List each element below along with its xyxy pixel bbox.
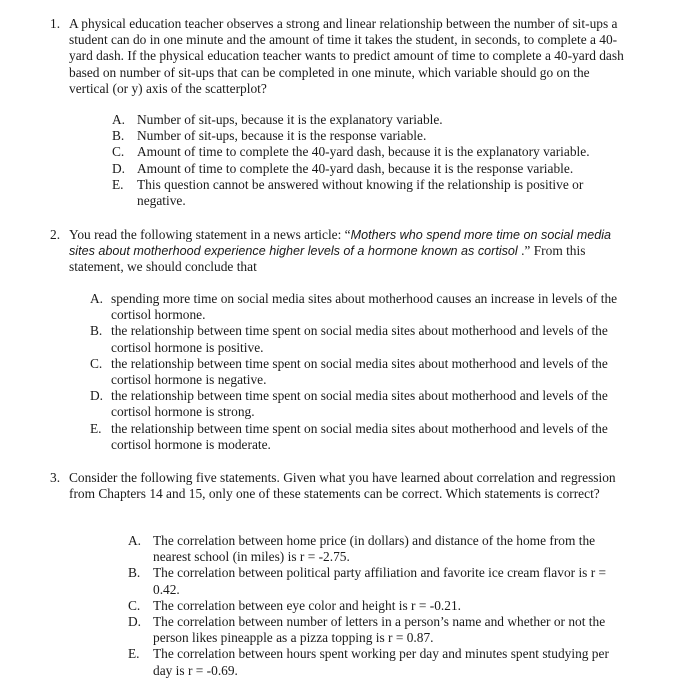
option-text: The correlation between political party affiliation and favorite ice cream flavor is r = 0.42. [153, 565, 607, 597]
stem-quote: Mothers who spend more time on social media sites about motherhood experience higher levels of a hormone known as cortisol [69, 228, 612, 259]
option-letter: B. [128, 565, 141, 581]
option-letter: A. [90, 291, 104, 306]
question-stem: A physical education teacher observes a strong and linear relationship between the number of sit-ups a student can do in one minute and the amount of time it takes the student, in seconds, to complete a 40-yard dash. If the physical education teacher wants to predict amount of time to complete a 40-yard dash based on number of sit-ups that can be completed in one minute, which variable should go on the vertical (or y) axis of the scatterplot? [69, 16, 624, 96]
question-number: 3. [50, 470, 61, 485]
option-list [112, 112, 622, 209]
option-b [128, 565, 618, 597]
option-letter: E. [112, 176, 124, 192]
option-letter: A. [112, 112, 126, 127]
option-letter: D. [90, 388, 104, 404]
option-b [112, 128, 622, 144]
option-letter: C. [112, 144, 125, 160]
option-e [90, 421, 620, 453]
option-d [90, 388, 620, 420]
stem-text: You read the following statement in a news article: “ [69, 227, 351, 242]
option-letter: A. [128, 533, 142, 548]
option-letter: B. [90, 323, 103, 339]
option-letter: B. [112, 128, 125, 144]
option-letter: C. [128, 597, 141, 613]
option-text: The correlation between home price (in dollars) and distance of the home from the nearest school (in miles) is r = -2.75. [153, 533, 596, 565]
option-list [90, 291, 620, 453]
stem-text: .” From this statement, we should conclude that [69, 243, 586, 275]
question-number: 2. [50, 227, 61, 242]
option-letter: E. [128, 646, 140, 662]
option-text: The correlation between number of letters in a person’s name and whether or not the person likes pineapple as a pizza topping is r = 0.87. [153, 614, 606, 646]
option-text: Number of sit-ups, because it is the explanatory variable. [137, 112, 443, 127]
option-text: the relationship between time spent on social media sites about motherhood and levels of the cortisol hormone is negative. [111, 355, 608, 388]
option-letter: E. [90, 420, 102, 436]
option-letter: D. [128, 614, 142, 630]
option-a [128, 533, 618, 565]
option-c [90, 356, 620, 388]
option-text: spending more time on social media sites about motherhood causes an increase in levels of the cortisol hormone. [111, 291, 618, 323]
option-text: The correlation between hours spent working per day and minutes spent studying per day is r = -0.69. [153, 646, 609, 678]
option-c [112, 144, 622, 160]
question-stem [69, 227, 629, 276]
question-stem: Consider the following five statements. Given what you have learned about correlation and regression from Chapters 14 and 15, only one of these statements can be correct. Which statements is correct? [69, 470, 616, 502]
option-letter: C. [90, 355, 103, 371]
option-text: the relationship between time spent on social media sites about motherhood and levels of the cortisol hormone is strong. [111, 388, 608, 420]
option-text: The correlation between eye color and height is r = -0.21. [153, 597, 461, 613]
option-text: the relationship between time spent on social media sites about motherhood and levels of the cortisol hormone is positive. [111, 323, 608, 355]
option-text: the relationship between time spent on social media sites about motherhood and levels of the cortisol hormone is moderate. [111, 420, 608, 452]
option-text: This question cannot be answered without knowing if the relationship is positive or negative. [137, 176, 584, 209]
option-e [112, 177, 622, 209]
option-a [90, 291, 620, 323]
option-a [112, 112, 622, 128]
option-d [128, 614, 618, 646]
option-text: Amount of time to complete the 40-yard dash, because it is the explanatory variable. [137, 144, 590, 160]
option-e [128, 646, 618, 678]
option-text: Number of sit-ups, because it is the response variable. [137, 128, 427, 144]
option-d [112, 161, 622, 177]
option-b [90, 323, 620, 355]
option-text: Amount of time to complete the 40-yard dash, because it is the response variable. [137, 160, 574, 176]
option-list [128, 533, 618, 679]
question-number: 1. [50, 16, 61, 31]
option-c [128, 598, 618, 614]
option-letter: D. [112, 160, 126, 176]
